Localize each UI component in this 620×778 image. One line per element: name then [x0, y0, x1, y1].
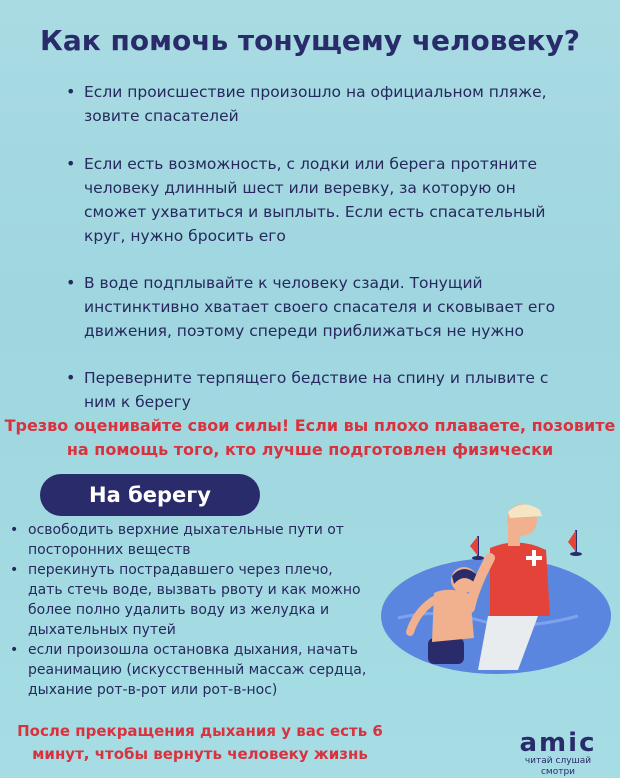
buoy-flag-left — [470, 536, 484, 560]
final-note: После прекращения дыхания у вас есть 6 минут, чтобы вернуть человеку жизнь — [17, 722, 383, 763]
shore-item: • освободить верхние дыхательные пути от посторонних веществ — [8, 520, 368, 560]
tips-list — [66, 80, 566, 414]
logo-word: amic — [519, 728, 597, 758]
tip-item: • Переверните терпящего бедствие на спину и плывите с ним к берегу — [66, 366, 566, 414]
buoy-flag-right — [568, 530, 582, 556]
tip-item: • В воде подплывайте к человеку сзади. Тонущий инстинктивно хватает своего спасателя и сковывает его движения, поэтому спереди приближаться не нужно — [66, 271, 566, 343]
lifeguard-illustration — [378, 498, 618, 678]
shore-list — [8, 520, 368, 700]
shore-item: • если произошла остановка дыхания, начать реанимацию (искусственный массаж сердца, дыхание рот-в-рот или рот-в-нос) — [8, 640, 368, 700]
page-title: Как помочь тонущему человеку? — [40, 24, 580, 57]
tip-item: • Если происшествие произошло на официальном пляже, зовите спасателей — [66, 80, 566, 128]
logo-tagline: читай слушай смотри — [524, 756, 592, 777]
amic-logo — [508, 730, 608, 778]
warning-text: Трезво оценивайте свои силы! Если вы плохо плаваете, позовите на помощь того, кто лучше подготовлен физически — [4, 416, 616, 459]
tip-item: • Если есть возможность, с лодки или берега протяните человеку длинный шест или веревку, за которую он сможет ухватиться и выплыть. Если есть спасательный круг, нужно бросить его — [66, 152, 566, 248]
shore-item: • перекинуть пострадавшего через плечо, дать стечь воде, вызвать рвоту и как можно более полно удалить воду из желудка и дыхательных путей — [8, 560, 368, 640]
shore-heading: На берегу — [40, 474, 260, 516]
